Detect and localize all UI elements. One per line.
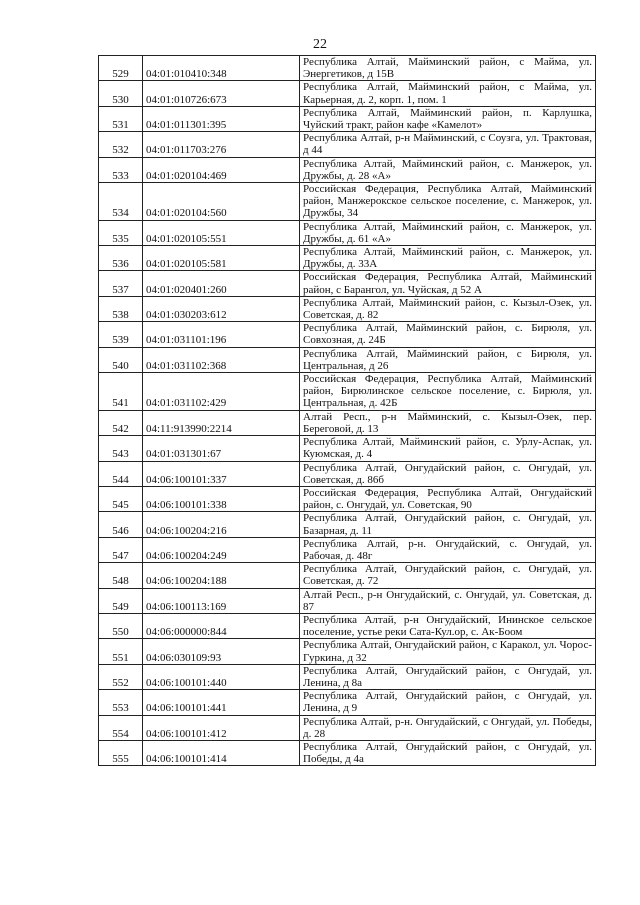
- table-row: [99, 613, 596, 638]
- row-number-cell: 555: [99, 740, 143, 765]
- row-number-cell: 539: [99, 322, 143, 347]
- address-cell: Республика Алтай, Майминский район, с. Манжерок, ул. Дружбы, д. 61 «А»: [300, 220, 596, 245]
- cadastral-number-cell: 04:06:100204:188: [143, 563, 300, 588]
- row-number-cell: 552: [99, 664, 143, 689]
- table-row: [99, 56, 596, 81]
- row-number-cell: 549: [99, 588, 143, 613]
- address-cell: Республика Алтай, Онгудайский район, с Онгудай, ул. Ленина, д 9: [300, 690, 596, 715]
- cadastral-number-cell: 04:01:020104:469: [143, 157, 300, 182]
- address-cell: Российская Федерация, Республика Алтай, Майминский район, Манжерокское сельское поселение, с. Манжерок, ул. Дружбы, 34: [300, 183, 596, 221]
- address-cell: Российская Федерация, Республика Алтай, Онгудайский район, с. Онгудай, ул. Советская, 90: [300, 486, 596, 511]
- table-row: [99, 512, 596, 537]
- cadastral-number-cell: 04:01:031102:368: [143, 347, 300, 372]
- address-cell: Республика Алтай, Майминский район, с. Бирюля, ул. Совхозная, д. 24Б: [300, 322, 596, 347]
- table-row: [99, 537, 596, 562]
- address-cell: Республика Алтай, Майминский район, с. Кызыл-Озек, ул. Советская, д. 82: [300, 296, 596, 321]
- cadastral-number-cell: 04:01:011703:276: [143, 132, 300, 157]
- row-number-cell: 535: [99, 220, 143, 245]
- table-row: [99, 715, 596, 740]
- address-cell: Республика Алтай, Майминский район, с. Урлу-Аспак, ул. Куюмская, д. 4: [300, 436, 596, 461]
- cadastral-number-cell: 04:06:000000:844: [143, 613, 300, 638]
- row-number-cell: 550: [99, 613, 143, 638]
- property-registry-table: [98, 55, 596, 766]
- table-row: [99, 296, 596, 321]
- table-row: [99, 183, 596, 221]
- table-row: [99, 639, 596, 664]
- row-number-cell: 546: [99, 512, 143, 537]
- address-cell: Республика Алтай, Онгудайский район, с Онгудай, ул. Победы, д 4а: [300, 740, 596, 765]
- cadastral-number-cell: 04:01:010726:673: [143, 81, 300, 106]
- table-row: [99, 740, 596, 765]
- table-row: [99, 81, 596, 106]
- row-number-cell: 529: [99, 56, 143, 81]
- table-row: [99, 486, 596, 511]
- table-row: [99, 664, 596, 689]
- address-cell: Республика Алтай, р-н. Онгудайский, с. Онгудай, ул. Рабочая, д. 48г: [300, 537, 596, 562]
- row-number-cell: 542: [99, 410, 143, 435]
- address-cell: Республика Алтай, Майминский район, п. Карлушка, Чуйский тракт, район кафе «Камелот»: [300, 106, 596, 131]
- address-cell: Республика Алтай, р-н Онгудайский, Ининское сельское поселение, устье реки Сата-Кул.ор, с. Ак-Боом: [300, 613, 596, 638]
- table-row: [99, 373, 596, 411]
- cadastral-number-cell: 04:01:031102:429: [143, 373, 300, 411]
- table-row: [99, 132, 596, 157]
- address-cell: Алтай Респ., р-н Онгудайский, с. Онгудай, ул. Советская, д. 87: [300, 588, 596, 613]
- cadastral-number-cell: 04:06:030109:93: [143, 639, 300, 664]
- address-cell: Республика Алтай, Майминский район, с. Манжерок, ул. Дружбы, д. 33А: [300, 246, 596, 271]
- row-number-cell: 540: [99, 347, 143, 372]
- row-number-cell: 544: [99, 461, 143, 486]
- address-cell: Республика Алтай, Онгудайский район, с. Онгудай, ул. Советская, д. 86б: [300, 461, 596, 486]
- table-row: [99, 157, 596, 182]
- cadastral-number-cell: 04:06:100101:337: [143, 461, 300, 486]
- table-row: [99, 461, 596, 486]
- row-number-cell: 534: [99, 183, 143, 221]
- cadastral-number-cell: 04:06:100204:249: [143, 537, 300, 562]
- cadastral-number-cell: 04:01:011301:395: [143, 106, 300, 131]
- cadastral-number-cell: 04:06:100101:440: [143, 664, 300, 689]
- cadastral-number-cell: 04:01:020105:581: [143, 246, 300, 271]
- table-body: [99, 56, 596, 766]
- cadastral-number-cell: 04:01:010410:348: [143, 56, 300, 81]
- row-number-cell: 547: [99, 537, 143, 562]
- address-cell: Республика Алтай, Онгудайский район, с. Онгудай, ул. Советская, д. 72: [300, 563, 596, 588]
- table-row: [99, 690, 596, 715]
- address-cell: Российская Федерация, Республика Алтай, Майминский район, Бирюлинское сельское поселение, с. Бирюля, ул. Центральная, д. 42Б: [300, 373, 596, 411]
- table-row: [99, 220, 596, 245]
- row-number-cell: 537: [99, 271, 143, 296]
- cadastral-number-cell: 04:01:031101:196: [143, 322, 300, 347]
- address-cell: Российская Федерация, Республика Алтай, Майминский район, с Барангол, ул. Чуйская, д 52 А: [300, 271, 596, 296]
- address-cell: Республика Алтай, Майминский район, с Бирюля, ул. Центральная, д 26: [300, 347, 596, 372]
- address-cell: Республика Алтай, Майминский район, с Майма, ул. Карьерная, д. 2, корп. 1, пом. 1: [300, 81, 596, 106]
- table-row: [99, 436, 596, 461]
- cadastral-number-cell: 04:06:100101:414: [143, 740, 300, 765]
- table-row: [99, 271, 596, 296]
- cadastral-number-cell: 04:06:100204:216: [143, 512, 300, 537]
- row-number-cell: 545: [99, 486, 143, 511]
- cadastral-number-cell: 04:06:100101:441: [143, 690, 300, 715]
- row-number-cell: 531: [99, 106, 143, 131]
- address-cell: Республика Алтай, Онгудайский район, с Онгудай, ул. Ленина, д 8а: [300, 664, 596, 689]
- table-row: [99, 322, 596, 347]
- row-number-cell: 551: [99, 639, 143, 664]
- table-row: [99, 347, 596, 372]
- address-cell: Республика Алтай, р-н Майминский, с Соузга, ул. Трактовая, д 44: [300, 132, 596, 157]
- row-number-cell: 554: [99, 715, 143, 740]
- table-row: [99, 106, 596, 131]
- table-row: [99, 246, 596, 271]
- row-number-cell: 553: [99, 690, 143, 715]
- cadastral-number-cell: 04:01:020104:560: [143, 183, 300, 221]
- cadastral-number-cell: 04:01:031301:67: [143, 436, 300, 461]
- row-number-cell: 536: [99, 246, 143, 271]
- row-number-cell: 548: [99, 563, 143, 588]
- row-number-cell: 533: [99, 157, 143, 182]
- cadastral-number-cell: 04:06:100113:169: [143, 588, 300, 613]
- address-cell: Республика Алтай, Онгудайский район, с. Онгудай, ул. Базарная, д. 11: [300, 512, 596, 537]
- cadastral-number-cell: 04:01:020105:551: [143, 220, 300, 245]
- cadastral-number-cell: 04:06:100101:338: [143, 486, 300, 511]
- address-cell: Республика Алтай, Майминский район, с. Манжерок, ул. Дружбы, д. 28 «А»: [300, 157, 596, 182]
- table-row: [99, 588, 596, 613]
- address-cell: Республика Алтай, р-н. Онгудайский, с Онгудай, ул. Победы, д. 28: [300, 715, 596, 740]
- cadastral-number-cell: 04:01:020401:260: [143, 271, 300, 296]
- address-cell: Республика Алтай, Майминский район, с Майма, ул. Энергетиков, д 15В: [300, 56, 596, 81]
- cadastral-number-cell: 04:01:030203:612: [143, 296, 300, 321]
- row-number-cell: 541: [99, 373, 143, 411]
- cadastral-number-cell: 04:06:100101:412: [143, 715, 300, 740]
- address-cell: Алтай Респ., р-н Майминский, с. Кызыл-Озек, пер. Береговой, д. 13: [300, 410, 596, 435]
- cadastral-number-cell: 04:11:913990:2214: [143, 410, 300, 435]
- row-number-cell: 532: [99, 132, 143, 157]
- table-row: [99, 563, 596, 588]
- table-row: [99, 410, 596, 435]
- row-number-cell: 543: [99, 436, 143, 461]
- row-number-cell: 530: [99, 81, 143, 106]
- page-number: 22: [313, 37, 327, 52]
- row-number-cell: 538: [99, 296, 143, 321]
- address-cell: Республика Алтай, Онгудайский район, с Каракол, ул. Чорос-Гуркина, д 32: [300, 639, 596, 664]
